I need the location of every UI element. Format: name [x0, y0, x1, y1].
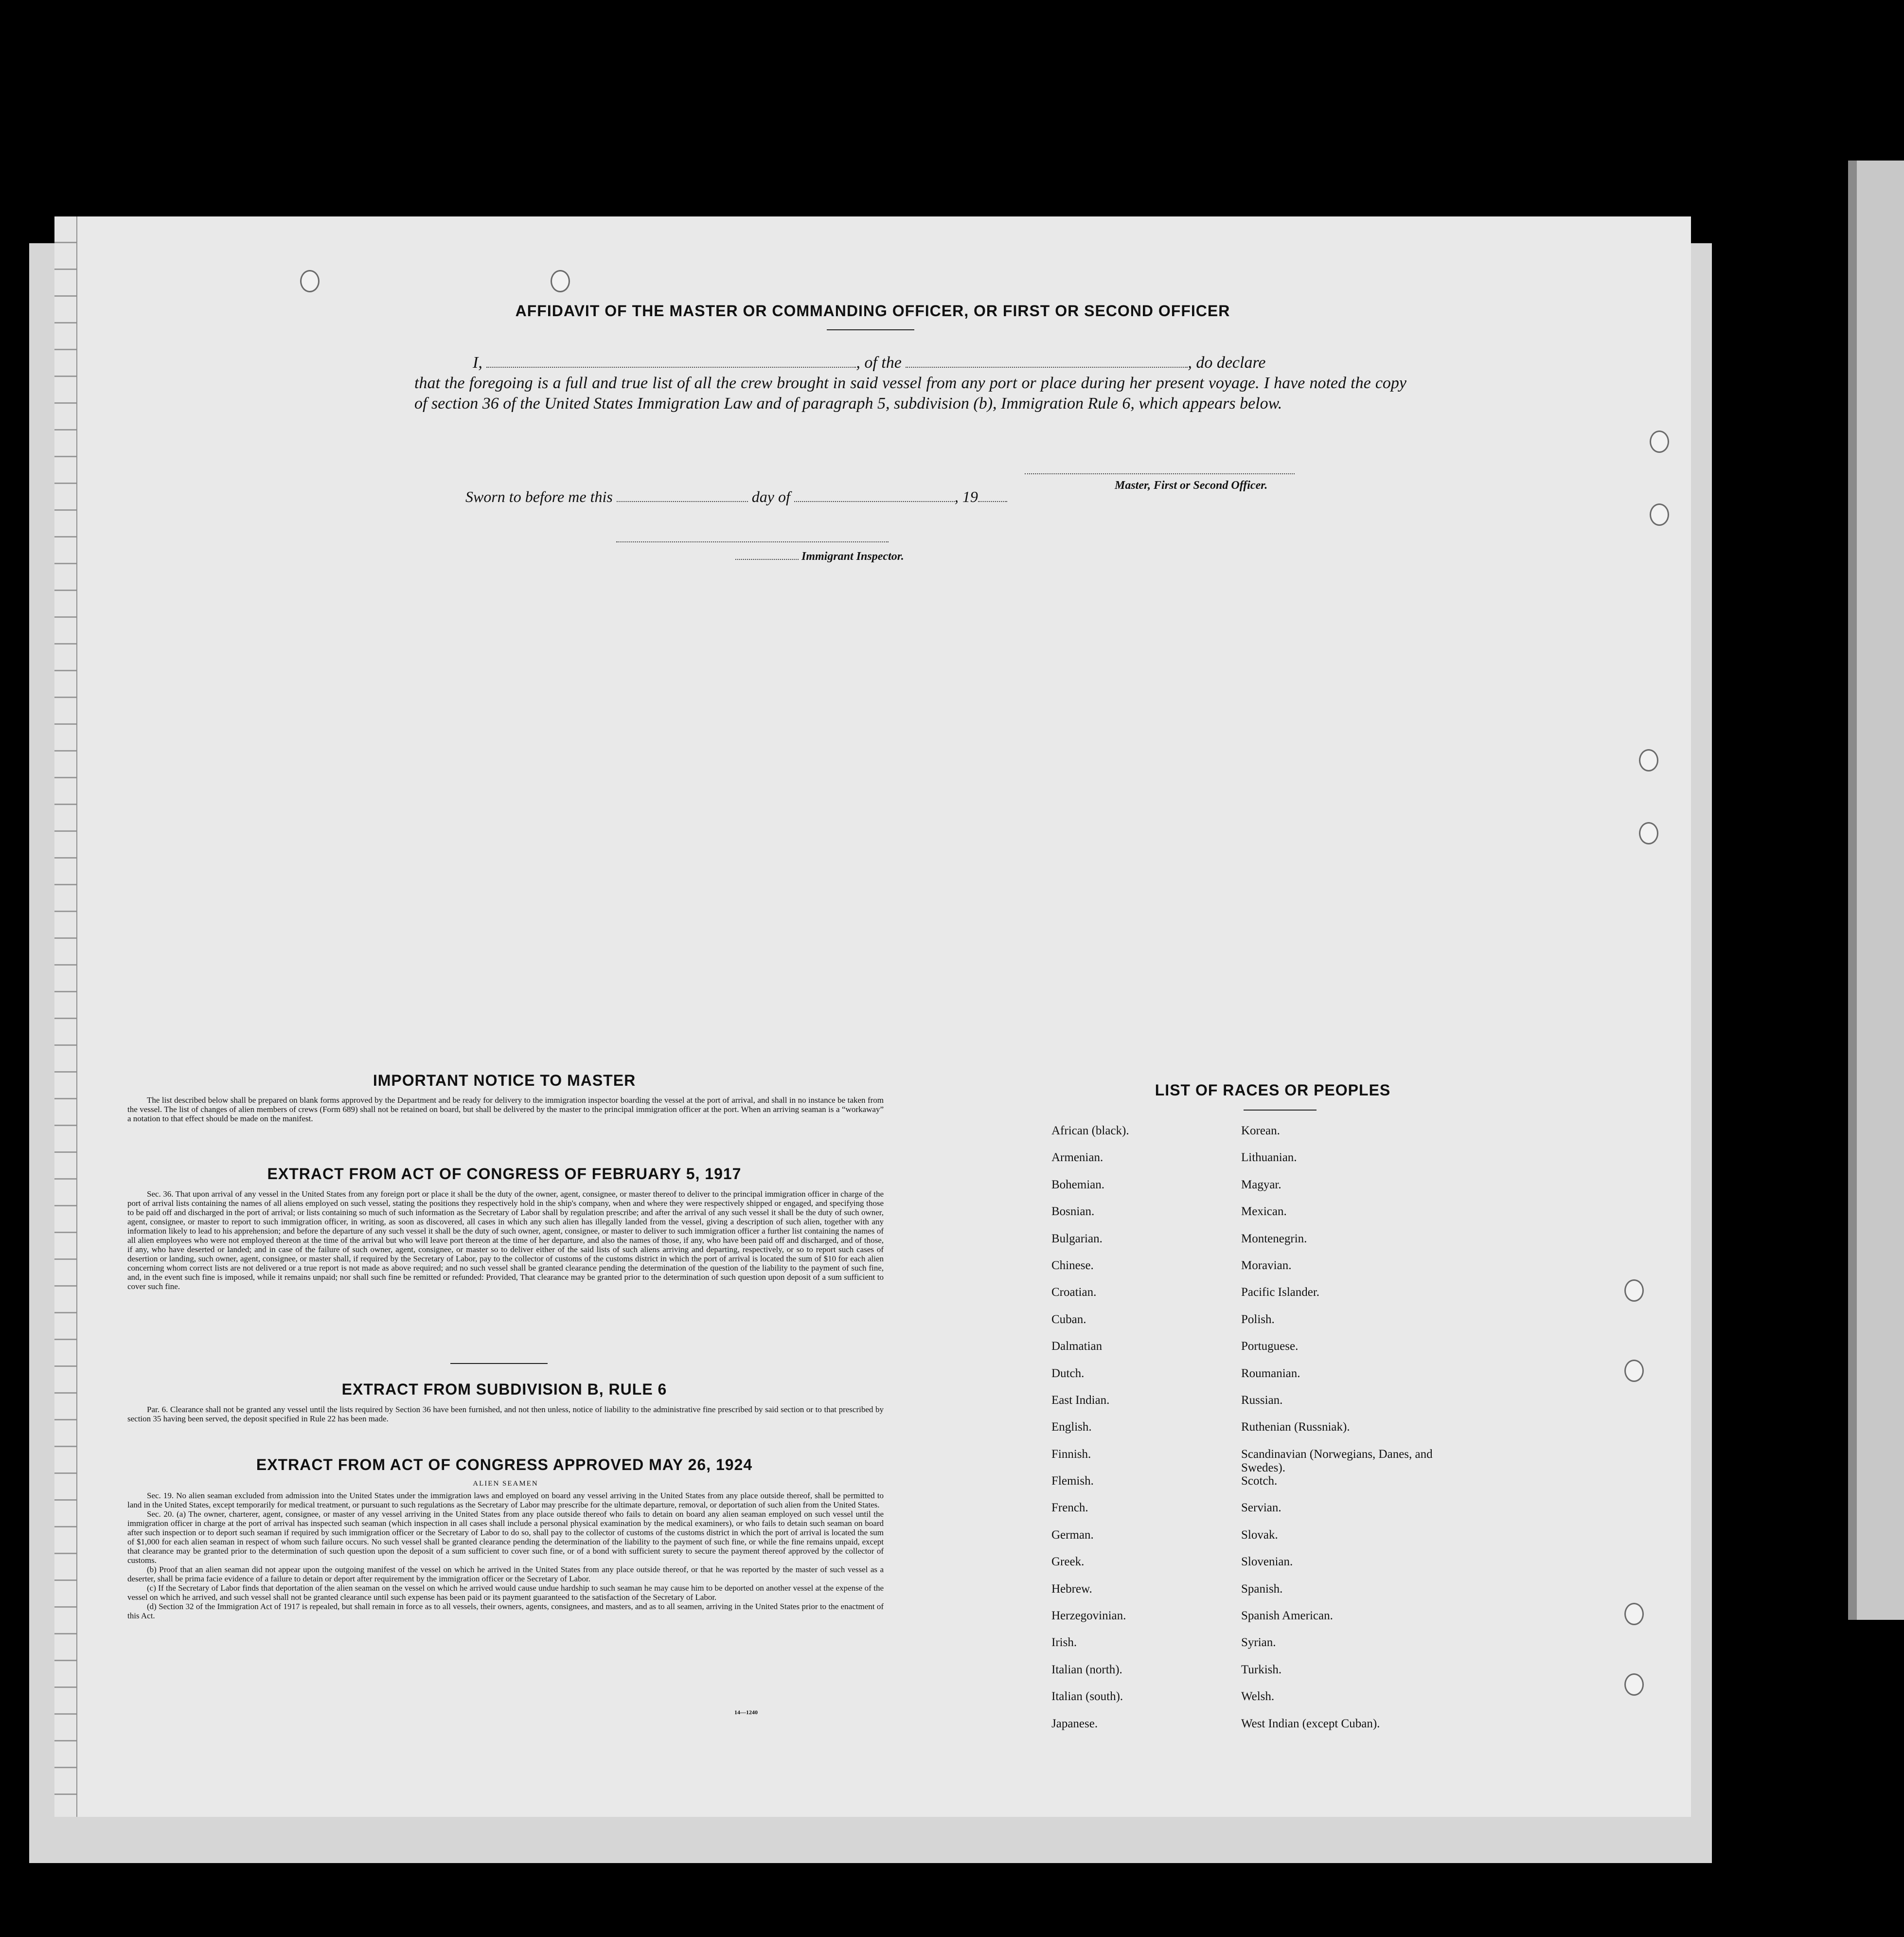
race-item: Moravian.	[1241, 1258, 1292, 1272]
sworn-text: Sworn to before me this	[465, 488, 613, 505]
race-item: French.	[1051, 1501, 1088, 1515]
punch-hole	[1624, 1603, 1644, 1625]
ruled-margin	[54, 216, 77, 1817]
race-item: Servian.	[1241, 1501, 1281, 1515]
section-20c-paragraph: (c) If the Secretary of Labor finds that deportation of the alien seaman on the vessel on which he arrived would cause undue hardship to such seaman he may cause him to be deported on another vessel at the expense of the vessel on which he arrived, and such vessel shall not be granted clearance until such expense has been paid or its payment guaranteed to the satisfaction of the Secretary of Labor.	[127, 1583, 884, 1602]
race-item: Roumanian.	[1241, 1366, 1300, 1380]
month-blank[interactable]	[794, 490, 955, 502]
notice-paragraph: The list described below shall be prepared on blank forms approved by the Department and be ready for delivery to the immigration inspector boarding the vessel at the port of arrival, and shall in no instance be taken from the vessel. The list of changes of alien members of crews (Form 689) shall not be retained on board, but shall be delivered by the master to the principal immigration officer at the port. When an arriving seaman is a “workaway” a notation to that effect should be made on the manifest.	[127, 1095, 884, 1123]
race-item: Bulgarian.	[1051, 1232, 1103, 1245]
race-item: Polish.	[1241, 1312, 1275, 1326]
race-item: Mexican.	[1241, 1205, 1287, 1219]
race-item: Finnish.	[1051, 1447, 1091, 1461]
punch-hole	[300, 270, 320, 292]
races-left-column	[1051, 1124, 1129, 1744]
form-number: 14—1240	[734, 1709, 758, 1716]
race-item: Italian (south).	[1051, 1690, 1123, 1704]
section-rule	[450, 1363, 548, 1364]
inspector-lead-dots	[735, 553, 799, 560]
punch-hole	[1650, 503, 1669, 526]
day-blank[interactable]	[617, 490, 748, 502]
race-item: Bohemian.	[1051, 1178, 1105, 1191]
alien-seamen-heading: ALIEN SEAMEN	[473, 1480, 538, 1488]
race-item: Bosnian.	[1051, 1205, 1095, 1219]
declaration-of-the: , of the	[856, 354, 902, 372]
race-item: Turkish.	[1241, 1663, 1282, 1676]
section-19-paragraph: Sec. 19. No alien seaman excluded from admission into the United States under the immigration laws and employed on board any vessel arriving in the United States from any place outside thereof, shall be permitted to land in the United States, except temporarily for medical treatment, or pursuant to such regulations as the Secretary of Labor may prescribe for the ultimate departure, removal, or deportation of such alien from the United States.	[127, 1491, 884, 1509]
punch-hole	[1624, 1360, 1644, 1382]
punch-hole	[1624, 1673, 1644, 1696]
race-item: Spanish American.	[1241, 1609, 1333, 1623]
notice-title: IMPORTANT NOTICE TO MASTER	[373, 1072, 636, 1089]
punch-hole	[1639, 749, 1658, 771]
race-item: Herzegovinian.	[1051, 1609, 1126, 1623]
extract-1917-text	[127, 1189, 884, 1291]
punch-hole	[1639, 822, 1658, 844]
race-item: Greek.	[1051, 1555, 1085, 1569]
race-item: Slovak.	[1241, 1528, 1278, 1542]
race-item: Montenegrin.	[1241, 1232, 1307, 1245]
race-item: West Indian (except Cuban).	[1241, 1717, 1380, 1730]
race-item: Japanese.	[1051, 1717, 1098, 1730]
race-item: Croatian.	[1051, 1286, 1097, 1299]
race-item: Syrian.	[1241, 1636, 1276, 1650]
adjacent-page-edge	[1848, 161, 1904, 1620]
vessel-blank[interactable]	[906, 356, 1188, 368]
race-item: Slovenian.	[1241, 1555, 1293, 1569]
sworn-statement	[465, 488, 1007, 506]
race-item: Scandinavian (Norwegians, Danes, and Swedes).	[1241, 1447, 1433, 1474]
section-20a-paragraph: Sec. 20. (a) The owner, charterer, agent, consignee, or master of any vessel arriving in the United States from any place outside thereof who fails to detain on board any alien seaman employed on such vessel until the immigration officer in charge at the port of arrival has inspected such seaman (which inspection in all cases shall include a personal physical examination by the medical examiners), or who fails to detain such seaman on board after such inspection or to deport such seaman if required by such immigration officer or the Secretary of Labor to do so, shall pay to the collector of customs of the customs district in which the port of arrival is located the sum of $1,000 for each alien seaman in respect of whom such failure occurs. No such vessel shall be granted clearance pending the determination of the liability to the payment of such fine, or while the fine remains unpaid, except that clearance may be granted prior to the determination of such question upon the deposit of a sum sufficient to cover such fine, or of a bond with sufficient surety to secure the payment thereof approved by the collector of customs.	[127, 1509, 884, 1565]
races-list-title: LIST OF RACES OR PEOPLES	[1155, 1081, 1391, 1099]
punch-hole	[1624, 1279, 1644, 1302]
race-item: Hebrew.	[1051, 1582, 1092, 1596]
declaration-do-declare: , do declare	[1188, 354, 1266, 372]
race-item: Scotch.	[1241, 1474, 1278, 1488]
section-20b-paragraph: (b) Proof that an alien seaman did not appear upon the outgoing manifest of the vessel on which he arrived in the United States from any place outside thereof, or that he was reported by the master of such vessel as a deserter, shall be prima facie evidence of a failure to detain or deport after requirement by the immigration officer or the Secretary of Labor.	[127, 1565, 884, 1583]
race-item: Magyar.	[1241, 1178, 1281, 1191]
extract-1924-title: EXTRACT FROM ACT OF CONGRESS APPROVED MAY 26, 1924	[256, 1456, 753, 1473]
declaration-body: that the foregoing is a full and true list of all the crew brought in said vessel from any port or place during her present voyage. I have noted the copy of section 36 of the United States Immigration Law and of paragraph 5, subdivision (b), Immigration Rule 6, which appears below.	[414, 374, 1406, 413]
race-item: Italian (north).	[1051, 1663, 1122, 1676]
year-blank[interactable]	[978, 490, 1007, 502]
punch-hole	[551, 270, 570, 292]
race-item: Ruthenian (Russniak).	[1241, 1420, 1350, 1434]
race-item: German.	[1051, 1528, 1094, 1542]
notice-text	[127, 1095, 884, 1123]
section-36-paragraph: Sec. 36. That upon arrival of any vessel in the United States from any foreign port or place it shall be the duty of the owner, agent, consignee, or master thereof to deliver to the principal immigration officer in charge of the port of arrival lists containing the names of all aliens employed on such vessel, stating the positions they respectively hold in the ship's company, when and where they were respectively shipped or engaged, and specifying those to be paid off and discharged in the port of arrival; or lists containing so much of such information as the Secretary of Labor shall by regulation prescribe; and after the arrival of any such vessel it shall be the duty of such owner, agent, consignee, or master to report to such immigration officer, in writing, as soon as discovered, all cases in which any such alien has illegally landed from the vessel, giving a description of such alien, together with any information likely to lead to his apprehension; and before the departure of any such vessel it shall be the duty of such owner, agent, consignee, or master to deliver to such immigration officer a further list containing the names of all alien employees who were not employed thereon at the time of the arrival but who will leave port thereon at the time of her departure, and also the names of those, if any, who have been paid off and discharged, and of those, if any, who have deserted or landed; and in case of the failure of such owner, agent, consignee, or master so to deliver either of the said lists of such aliens arriving and departing, respectively, or so to report such cases of desertion or landing, such owner, agent, consignee, or master shall, if required by the Secretary of Labor, pay to the collector of customs of the customs district in which the port of arrival is located the sum of $10 for each alien concerning whom correct lists are not delivered or a true report is not made as above required; and no such vessel shall be granted clearance pending the determination of the question of the liability to the payment of such fine, and, in the event such fine is imposed, while it remains unpaid; nor shall such fine be remitted or refunded: Provided, That clearance may be granted prior to the determination of such question upon deposit of a sum sufficient to cover such fine.	[127, 1189, 884, 1291]
title-rule	[827, 329, 914, 330]
affidavit-declaration	[414, 353, 1406, 414]
race-item: Flemish.	[1051, 1474, 1094, 1488]
race-item: English.	[1051, 1420, 1092, 1434]
extract-1924-text	[127, 1491, 884, 1620]
day-of-text: day of	[751, 488, 790, 505]
races-title-rule	[1244, 1110, 1317, 1111]
paragraph-6: Par. 6. Clearance shall not be granted any vessel until the lists required by Section 36 have been furnished, and not then unless, notice of liability to the administrative fine prescribed by said section or to that prescribed by section 35 having been served, the deposit specified in Rule 22 has been made.	[127, 1405, 884, 1423]
section-20d-paragraph: (d) Section 32 of the Immigration Act of 1917 is repealed, but shall remain in force as to all vessels, their owners, agents, consignees, and masters, and as to all seamen, arriving in the United States prior to the enactment of this Act.	[127, 1602, 884, 1620]
race-item: Pacific Islander.	[1241, 1286, 1320, 1299]
race-item: Dalmatian	[1051, 1340, 1103, 1353]
race-item: Armenian.	[1051, 1151, 1103, 1165]
inspector-label-text: Immigrant Inspector.	[801, 550, 904, 563]
race-item: Cuban.	[1051, 1312, 1086, 1326]
extract-rule6-title: EXTRACT FROM SUBDIVISION B, RULE 6	[341, 1381, 667, 1398]
race-item: Korean.	[1241, 1124, 1280, 1137]
race-item: Russian.	[1241, 1393, 1283, 1407]
affidavit-title: AFFIDAVIT OF THE MASTER OR COMMANDING OFFICER, OR FIRST OR SECOND OFFICER	[515, 302, 1230, 320]
race-item: Welsh.	[1241, 1690, 1275, 1704]
inspector-signature-line[interactable]	[616, 541, 889, 542]
extract-rule6-text	[127, 1405, 884, 1423]
inspector-label	[735, 550, 904, 563]
race-item: Spanish.	[1241, 1582, 1283, 1596]
race-item: Dutch.	[1051, 1366, 1085, 1380]
master-signature-line[interactable]	[1025, 473, 1295, 474]
year-prefix: , 19	[954, 488, 978, 505]
race-item: East Indian.	[1051, 1393, 1110, 1407]
declaration-i: I,	[473, 354, 482, 372]
races-right-column	[1241, 1124, 1450, 1744]
name-blank[interactable]	[486, 356, 856, 368]
punch-hole	[1650, 430, 1669, 453]
race-item: Portuguese.	[1241, 1340, 1299, 1353]
race-item: Chinese.	[1051, 1258, 1094, 1272]
master-signature-label: Master, First or Second Officer.	[1115, 479, 1268, 492]
extract-1917-title: EXTRACT FROM ACT OF CONGRESS OF FEBRUARY 5, 1917	[267, 1165, 742, 1183]
race-item: Lithuanian.	[1241, 1151, 1297, 1165]
race-item: African (black).	[1051, 1124, 1129, 1137]
race-item: Irish.	[1051, 1636, 1077, 1650]
manifest-page	[54, 216, 1691, 1817]
